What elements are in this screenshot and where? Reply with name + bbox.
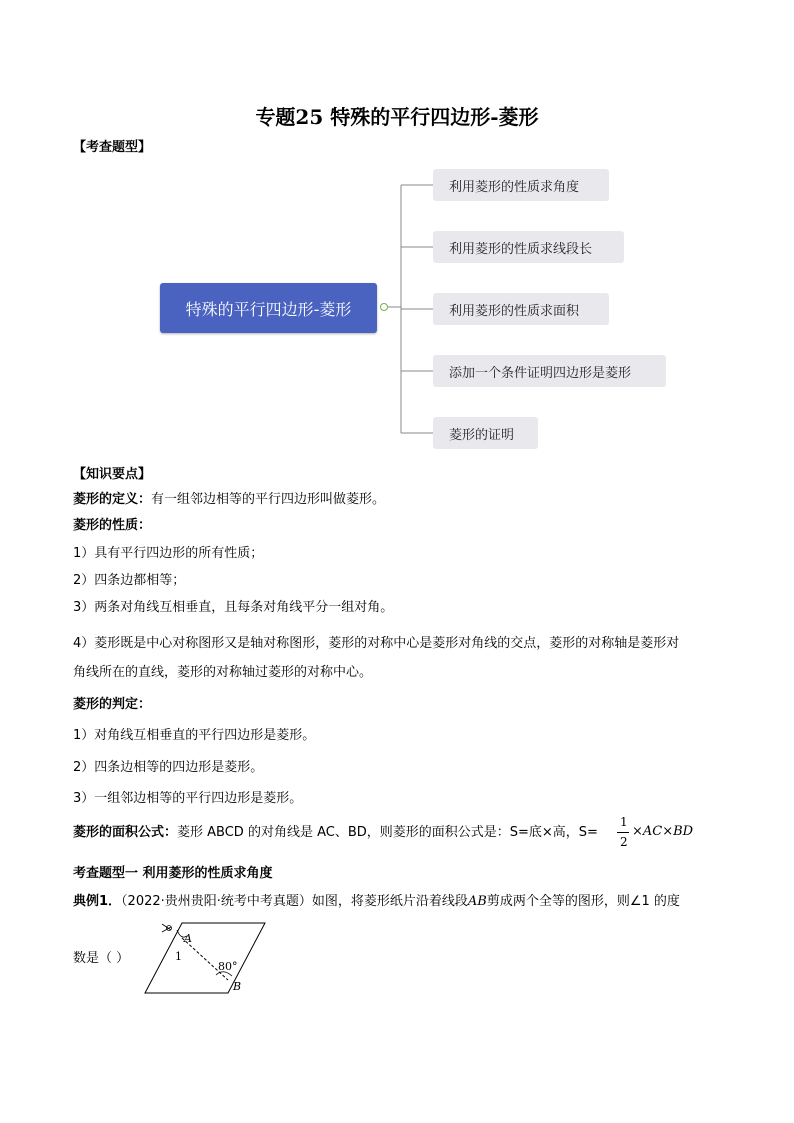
area-label: 菱形的面积公式：: [73, 825, 178, 840]
judgement-item: 1）对角线互相垂直的平行四边形是菱形。: [73, 728, 316, 743]
mindmap-node-area: 利用菱形的性质求面积: [433, 293, 609, 325]
property-item: 4）菱形既是中心对称图形又是轴对称图形，菱形的对称中心是菱形对角线的交点，菱形的对称轴是菱形对: [73, 636, 680, 651]
property-item: 3）两条对角线互相垂直，且每条对角线平分一组对角。: [73, 600, 394, 615]
definition-text: 有一组邻边相等的平行四边形叫做菱形。: [151, 492, 386, 507]
example-label: 典例1．: [73, 894, 122, 909]
figure-angle-80: 80°: [218, 960, 238, 973]
area-text: 菱形 ABCD 的对角线是 AC、BD，则菱形的面积公式是：S=底×高，S=: [177, 825, 598, 840]
fraction-denominator: 2: [620, 835, 628, 849]
mindmap-connector-dot: [380, 303, 388, 311]
property-item: 2）四条边都相等；: [73, 573, 186, 588]
section-question-types: 【考查题型】: [73, 140, 152, 155]
mindmap-node-condition: 添加一个条件证明四边形是菱形: [433, 355, 666, 387]
judgement-label: 菱形的判定：: [73, 697, 152, 712]
property-item: 1）具有平行四边形的所有性质；: [73, 546, 264, 561]
example-text-cont: 剪成两个全等的图形，则∠1 的度: [486, 894, 680, 909]
figure-label-a: A: [184, 932, 192, 945]
property-item: 角线所在的直线，菱形的对称轴过菱形的对称中心。: [73, 665, 373, 680]
fraction-numerator: 1: [620, 815, 628, 829]
example-1: [73, 893, 680, 911]
judgement-item: 2）四条边相等的四边形是菱形。: [73, 760, 264, 775]
mindmap-node-angle: 利用菱形的性质求角度: [433, 169, 609, 201]
example-segment-ab: AB: [467, 894, 487, 909]
question-type-1: 考查题型一 利用菱形的性质求角度: [73, 866, 273, 881]
fraction-bar: [617, 832, 629, 833]
mindmap-root: 特殊的平行四边形-菱形: [160, 283, 377, 333]
page-title: 专题25 特殊的平行四边形-菱形: [255, 105, 539, 129]
figure-label-b: B: [233, 980, 242, 993]
definition: [73, 491, 385, 509]
area-formula-tail: ×AC×BD: [632, 824, 694, 839]
section-knowledge: 【知识要点】: [73, 467, 152, 482]
area-formula-line: [73, 824, 598, 842]
example-text: （2022·贵州贵阳·统考中考真题）如图，将菱形纸片沿着线段: [121, 894, 468, 909]
properties-label: 菱形的性质：: [73, 518, 152, 533]
example-choice-line: 数是（ ）: [73, 951, 130, 966]
figure-label-angle-1: 1: [175, 950, 182, 963]
mindmap-node-proof: 菱形的证明: [433, 417, 538, 449]
mindmap-node-segment: 利用菱形的性质求线段长: [433, 231, 624, 263]
judgement-item: 3）一组邻边相等的平行四边形是菱形。: [73, 791, 303, 806]
definition-label: 菱形的定义：: [73, 492, 152, 507]
mindmap-connectors: [0, 0, 794, 470]
rhombus-figure: [140, 918, 275, 998]
